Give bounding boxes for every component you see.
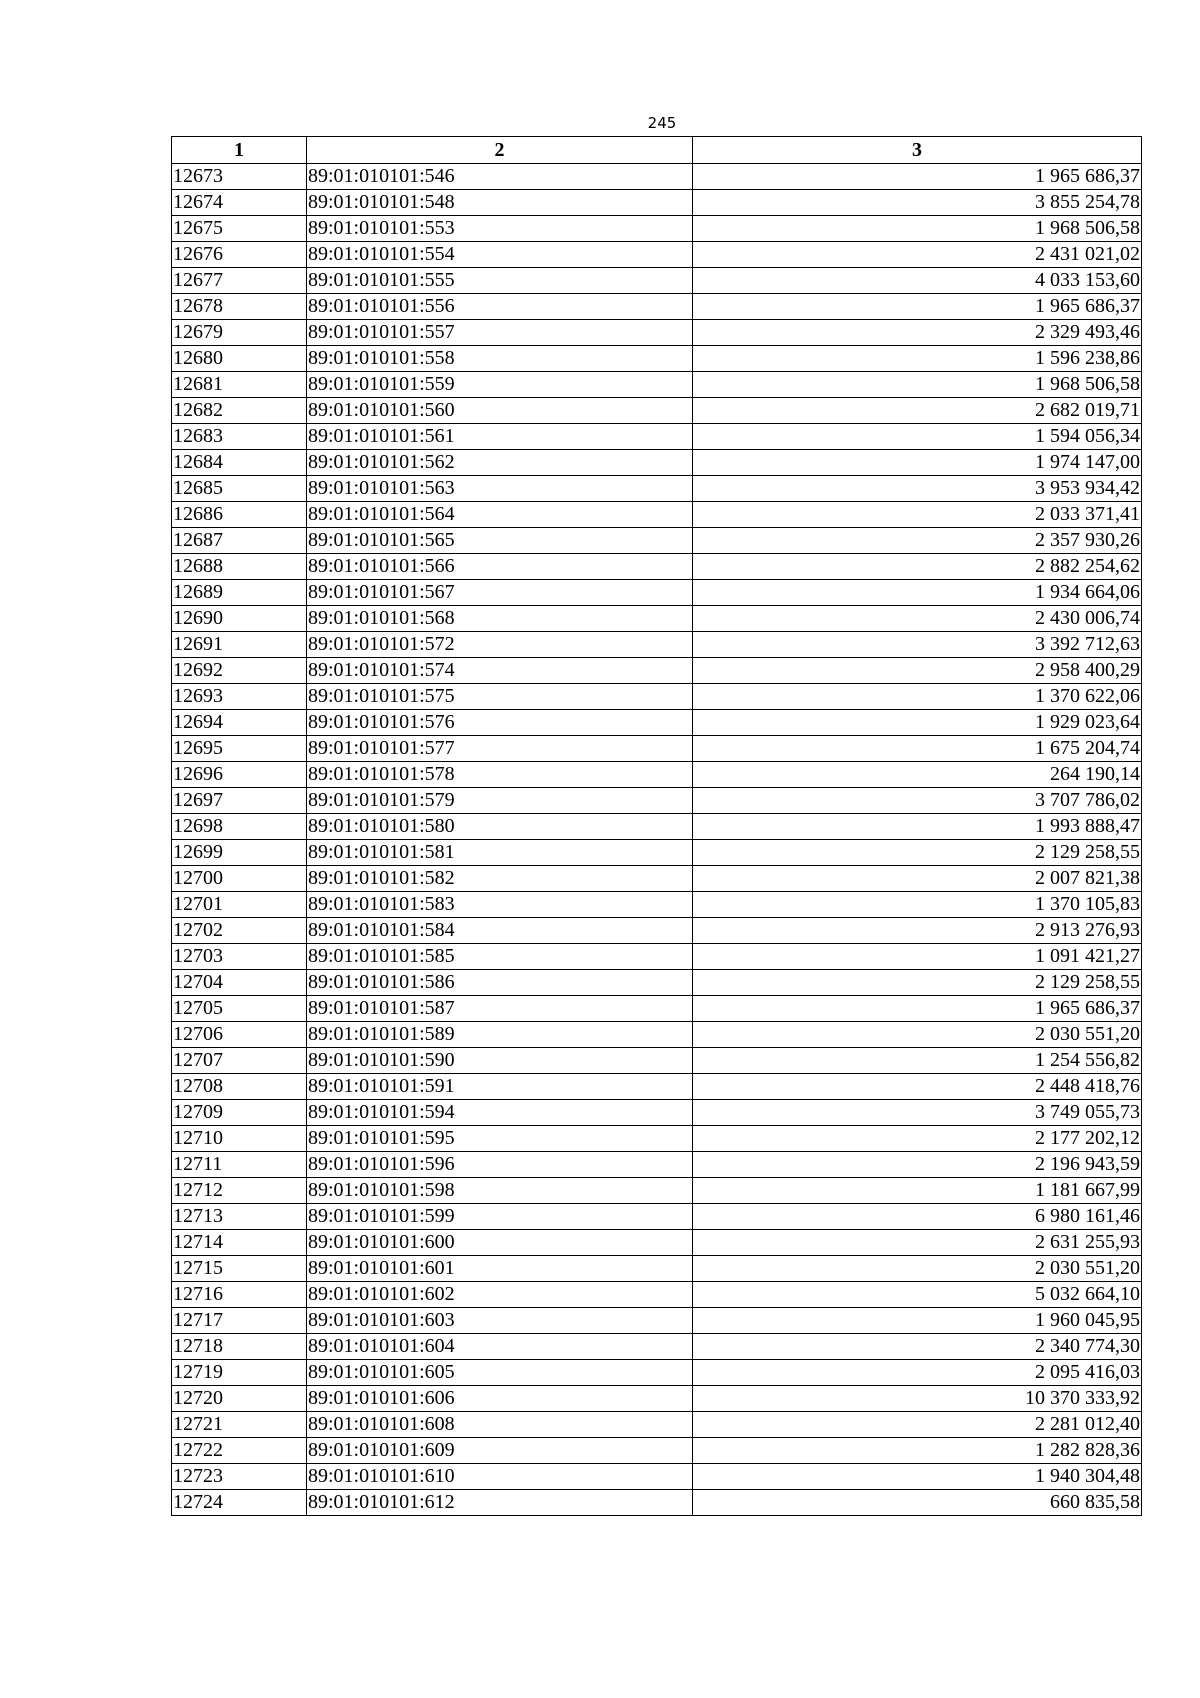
cadastral-value-cell: 1 974 147,00 [693, 450, 1142, 476]
row-number-cell: 12697 [172, 788, 307, 814]
cadastral-number-cell: 89:01:010101:553 [307, 216, 693, 242]
cadastral-number-cell: 89:01:010101:605 [307, 1360, 693, 1386]
cadastral-number-cell: 89:01:010101:578 [307, 762, 693, 788]
cadastral-value-cell: 1 934 664,06 [693, 580, 1142, 606]
cadastral-value-cell: 1 940 304,48 [693, 1464, 1142, 1490]
cadastral-number-cell: 89:01:010101:576 [307, 710, 693, 736]
table-row [172, 1074, 1142, 1100]
table-row [172, 632, 1142, 658]
cadastral-number-cell: 89:01:010101:559 [307, 372, 693, 398]
cadastral-number-cell: 89:01:010101:566 [307, 554, 693, 580]
cadastral-value-cell: 2 431 021,02 [693, 242, 1142, 268]
cadastral-value-cell: 2 357 930,26 [693, 528, 1142, 554]
cadastral-value-cell: 2 682 019,71 [693, 398, 1142, 424]
table-row [172, 606, 1142, 632]
cadastral-value-cell: 1 968 506,58 [693, 216, 1142, 242]
cadastral-value-cell: 2 095 416,03 [693, 1360, 1142, 1386]
column-header-1: 1 [172, 137, 307, 164]
cadastral-value-cell: 2 430 006,74 [693, 606, 1142, 632]
row-number-cell: 12687 [172, 528, 307, 554]
cadastral-value-cell: 5 032 664,10 [693, 1282, 1142, 1308]
row-number-cell: 12719 [172, 1360, 307, 1386]
table-row [172, 1256, 1142, 1282]
row-number-cell: 12716 [172, 1282, 307, 1308]
table-row [172, 346, 1142, 372]
table-row [172, 684, 1142, 710]
table-row [172, 242, 1142, 268]
row-number-cell: 12714 [172, 1230, 307, 1256]
cadastral-value-cell: 1 968 506,58 [693, 372, 1142, 398]
cadastral-number-cell: 89:01:010101:599 [307, 1204, 693, 1230]
cadastral-value-cell: 1 929 023,64 [693, 710, 1142, 736]
cadastral-value-cell: 10 370 333,92 [693, 1386, 1142, 1412]
cadastral-value-cell: 6 980 161,46 [693, 1204, 1142, 1230]
table-row [172, 1126, 1142, 1152]
row-number-cell: 12696 [172, 762, 307, 788]
cadastral-value-cell: 3 749 055,73 [693, 1100, 1142, 1126]
row-number-cell: 12720 [172, 1386, 307, 1412]
cadastral-value-cell: 1 993 888,47 [693, 814, 1142, 840]
table-row [172, 294, 1142, 320]
cadastral-number-cell: 89:01:010101:583 [307, 892, 693, 918]
cadastral-value-cell: 2 340 774,30 [693, 1334, 1142, 1360]
cadastral-value-cell: 2 177 202,12 [693, 1126, 1142, 1152]
cadastral-number-cell: 89:01:010101:582 [307, 866, 693, 892]
row-number-cell: 12706 [172, 1022, 307, 1048]
cadastral-value-cell: 2 129 258,55 [693, 970, 1142, 996]
row-number-cell: 12690 [172, 606, 307, 632]
cadastral-number-cell: 89:01:010101:591 [307, 1074, 693, 1100]
cadastral-number-cell: 89:01:010101:594 [307, 1100, 693, 1126]
row-number-cell: 12698 [172, 814, 307, 840]
cadastral-value-cell: 1 254 556,82 [693, 1048, 1142, 1074]
cadastral-number-cell: 89:01:010101:546 [307, 164, 693, 190]
table-row [172, 1204, 1142, 1230]
cadastral-value-cell: 264 190,14 [693, 762, 1142, 788]
cadastral-value-cell: 1 596 238,86 [693, 346, 1142, 372]
table-row [172, 840, 1142, 866]
cadastral-number-cell: 89:01:010101:579 [307, 788, 693, 814]
row-number-cell: 12675 [172, 216, 307, 242]
table-row [172, 190, 1142, 216]
row-number-cell: 12691 [172, 632, 307, 658]
cadastral-number-cell: 89:01:010101:586 [307, 970, 693, 996]
row-number-cell: 12700 [172, 866, 307, 892]
cadastral-number-cell: 89:01:010101:610 [307, 1464, 693, 1490]
row-number-cell: 12674 [172, 190, 307, 216]
row-number-cell: 12707 [172, 1048, 307, 1074]
cadastral-value-cell: 1 675 204,74 [693, 736, 1142, 762]
cadastral-value-cell: 2 631 255,93 [693, 1230, 1142, 1256]
row-number-cell: 12701 [172, 892, 307, 918]
cadastral-number-cell: 89:01:010101:600 [307, 1230, 693, 1256]
cadastral-number-cell: 89:01:010101:561 [307, 424, 693, 450]
row-number-cell: 12721 [172, 1412, 307, 1438]
cadastral-number-cell: 89:01:010101:560 [307, 398, 693, 424]
row-number-cell: 12723 [172, 1464, 307, 1490]
cadastral-number-cell: 89:01:010101:608 [307, 1412, 693, 1438]
table-row [172, 866, 1142, 892]
table-row [172, 1360, 1142, 1386]
table-row [172, 788, 1142, 814]
row-number-cell: 12681 [172, 372, 307, 398]
cadastral-number-cell: 89:01:010101:603 [307, 1308, 693, 1334]
table-row [172, 944, 1142, 970]
row-number-cell: 12673 [172, 164, 307, 190]
row-number-cell: 12682 [172, 398, 307, 424]
table-row [172, 398, 1142, 424]
table-row [172, 164, 1142, 190]
row-number-cell: 12711 [172, 1152, 307, 1178]
row-number-cell: 12718 [172, 1334, 307, 1360]
cadastral-value-cell: 2 007 821,38 [693, 866, 1142, 892]
cadastral-value-cell: 1 370 622,06 [693, 684, 1142, 710]
cadastral-value-cell: 2 196 943,59 [693, 1152, 1142, 1178]
cadastral-value-cell: 2 030 551,20 [693, 1022, 1142, 1048]
cadastral-value-cell: 2 129 258,55 [693, 840, 1142, 866]
cadastral-number-cell: 89:01:010101:567 [307, 580, 693, 606]
table-row [172, 216, 1142, 242]
table-row [172, 1464, 1142, 1490]
column-header-3: 3 [693, 137, 1142, 164]
table-body [172, 164, 1142, 1516]
cadastral-number-cell: 89:01:010101:580 [307, 814, 693, 840]
cadastral-value-cell: 1 091 421,27 [693, 944, 1142, 970]
table-row [172, 528, 1142, 554]
cadastral-number-cell: 89:01:010101:609 [307, 1438, 693, 1464]
table-header [172, 137, 1142, 164]
table-row [172, 554, 1142, 580]
row-number-cell: 12694 [172, 710, 307, 736]
row-number-cell: 12703 [172, 944, 307, 970]
cadastral-number-cell: 89:01:010101:596 [307, 1152, 693, 1178]
table-row [172, 892, 1142, 918]
table-row [172, 1438, 1142, 1464]
table-row [172, 1386, 1142, 1412]
table-row [172, 1230, 1142, 1256]
row-number-cell: 12710 [172, 1126, 307, 1152]
cadastral-number-cell: 89:01:010101:604 [307, 1334, 693, 1360]
cadastral-value-cell: 4 033 153,60 [693, 268, 1142, 294]
table-row [172, 1022, 1142, 1048]
row-number-cell: 12688 [172, 554, 307, 580]
table-row [172, 762, 1142, 788]
table-row [172, 736, 1142, 762]
row-number-cell: 12702 [172, 918, 307, 944]
table-row [172, 1334, 1142, 1360]
cadastral-number-cell: 89:01:010101:584 [307, 918, 693, 944]
row-number-cell: 12684 [172, 450, 307, 476]
row-number-cell: 12695 [172, 736, 307, 762]
cadastral-value-cell: 1 960 045,95 [693, 1308, 1142, 1334]
row-number-cell: 12680 [172, 346, 307, 372]
row-number-cell: 12686 [172, 502, 307, 528]
row-number-cell: 12713 [172, 1204, 307, 1230]
column-header-2: 2 [307, 137, 693, 164]
row-number-cell: 12678 [172, 294, 307, 320]
row-number-cell: 12712 [172, 1178, 307, 1204]
cadastral-number-cell: 89:01:010101:554 [307, 242, 693, 268]
table-row [172, 1490, 1142, 1516]
table-row [172, 1178, 1142, 1204]
table-row [172, 1308, 1142, 1334]
table-row [172, 1412, 1142, 1438]
cadastral-number-cell: 89:01:010101:581 [307, 840, 693, 866]
cadastral-value-cell: 3 855 254,78 [693, 190, 1142, 216]
cadastral-value-cell: 3 392 712,63 [693, 632, 1142, 658]
cadastral-number-cell: 89:01:010101:555 [307, 268, 693, 294]
table-row [172, 918, 1142, 944]
table-row [172, 320, 1142, 346]
cadastral-value-cell: 1 965 686,37 [693, 164, 1142, 190]
cadastral-value-cell: 2 329 493,46 [693, 320, 1142, 346]
cadastral-number-cell: 89:01:010101:595 [307, 1126, 693, 1152]
table-row [172, 502, 1142, 528]
cadastral-number-cell: 89:01:010101:601 [307, 1256, 693, 1282]
table-row [172, 1282, 1142, 1308]
row-number-cell: 12685 [172, 476, 307, 502]
table-row [172, 476, 1142, 502]
row-number-cell: 12717 [172, 1308, 307, 1334]
cadastral-number-cell: 89:01:010101:598 [307, 1178, 693, 1204]
table-row [172, 424, 1142, 450]
cadastral-value-cell: 660 835,58 [693, 1490, 1142, 1516]
cadastral-value-cell: 1 965 686,37 [693, 294, 1142, 320]
row-number-cell: 12689 [172, 580, 307, 606]
cadastral-number-cell: 89:01:010101:587 [307, 996, 693, 1022]
cadastral-value-cell: 1 594 056,34 [693, 424, 1142, 450]
cadastral-number-cell: 89:01:010101:563 [307, 476, 693, 502]
row-number-cell: 12708 [172, 1074, 307, 1100]
row-number-cell: 12692 [172, 658, 307, 684]
cadastral-number-cell: 89:01:010101:558 [307, 346, 693, 372]
cadastral-value-cell: 2 448 418,76 [693, 1074, 1142, 1100]
cadastral-value-cell: 1 282 828,36 [693, 1438, 1142, 1464]
table-row [172, 1048, 1142, 1074]
cadastral-value-cell: 1 181 667,99 [693, 1178, 1142, 1204]
table-row [172, 658, 1142, 684]
cadastral-number-cell: 89:01:010101:577 [307, 736, 693, 762]
cadastral-number-cell: 89:01:010101:590 [307, 1048, 693, 1074]
cadastral-number-cell: 89:01:010101:565 [307, 528, 693, 554]
cadastral-number-cell: 89:01:010101:557 [307, 320, 693, 346]
cadastral-value-cell: 2 281 012,40 [693, 1412, 1142, 1438]
table-row [172, 710, 1142, 736]
row-number-cell: 12677 [172, 268, 307, 294]
cadastral-value-cell: 3 707 786,02 [693, 788, 1142, 814]
table-row [172, 970, 1142, 996]
row-number-cell: 12699 [172, 840, 307, 866]
row-number-cell: 12693 [172, 684, 307, 710]
cadastral-number-cell: 89:01:010101:548 [307, 190, 693, 216]
page-number: 245 [647, 114, 677, 132]
cadastral-number-cell: 89:01:010101:556 [307, 294, 693, 320]
row-number-cell: 12709 [172, 1100, 307, 1126]
cadastral-number-cell: 89:01:010101:568 [307, 606, 693, 632]
cadastral-number-cell: 89:01:010101:606 [307, 1386, 693, 1412]
cadastral-number-cell: 89:01:010101:562 [307, 450, 693, 476]
row-number-cell: 12676 [172, 242, 307, 268]
table-row [172, 580, 1142, 606]
cadastral-value-cell: 2 958 400,29 [693, 658, 1142, 684]
cadastral-number-cell: 89:01:010101:612 [307, 1490, 693, 1516]
table-row [172, 1152, 1142, 1178]
table-row [172, 372, 1142, 398]
table-row [172, 450, 1142, 476]
cadastral-number-cell: 89:01:010101:602 [307, 1282, 693, 1308]
cadastral-number-cell: 89:01:010101:574 [307, 658, 693, 684]
row-number-cell: 12679 [172, 320, 307, 346]
row-number-cell: 12705 [172, 996, 307, 1022]
cadastral-number-cell: 89:01:010101:575 [307, 684, 693, 710]
cadastral-value-cell: 2 882 254,62 [693, 554, 1142, 580]
cadastral-number-cell: 89:01:010101:572 [307, 632, 693, 658]
row-number-cell: 12704 [172, 970, 307, 996]
row-number-cell: 12715 [172, 1256, 307, 1282]
table-row [172, 1100, 1142, 1126]
cadastral-value-table [171, 136, 1142, 1516]
table-row [172, 268, 1142, 294]
row-number-cell: 12722 [172, 1438, 307, 1464]
row-number-cell: 12683 [172, 424, 307, 450]
header-row [172, 137, 1142, 164]
cadastral-value-cell: 2 913 276,93 [693, 918, 1142, 944]
cadastral-value-cell: 2 033 371,41 [693, 502, 1142, 528]
cadastral-number-cell: 89:01:010101:589 [307, 1022, 693, 1048]
table-row [172, 996, 1142, 1022]
cadastral-value-cell: 3 953 934,42 [693, 476, 1142, 502]
row-number-cell: 12724 [172, 1490, 307, 1516]
cadastral-value-cell: 2 030 551,20 [693, 1256, 1142, 1282]
table-row [172, 814, 1142, 840]
cadastral-value-cell: 1 370 105,83 [693, 892, 1142, 918]
cadastral-value-cell: 1 965 686,37 [693, 996, 1142, 1022]
cadastral-number-cell: 89:01:010101:564 [307, 502, 693, 528]
cadastral-number-cell: 89:01:010101:585 [307, 944, 693, 970]
